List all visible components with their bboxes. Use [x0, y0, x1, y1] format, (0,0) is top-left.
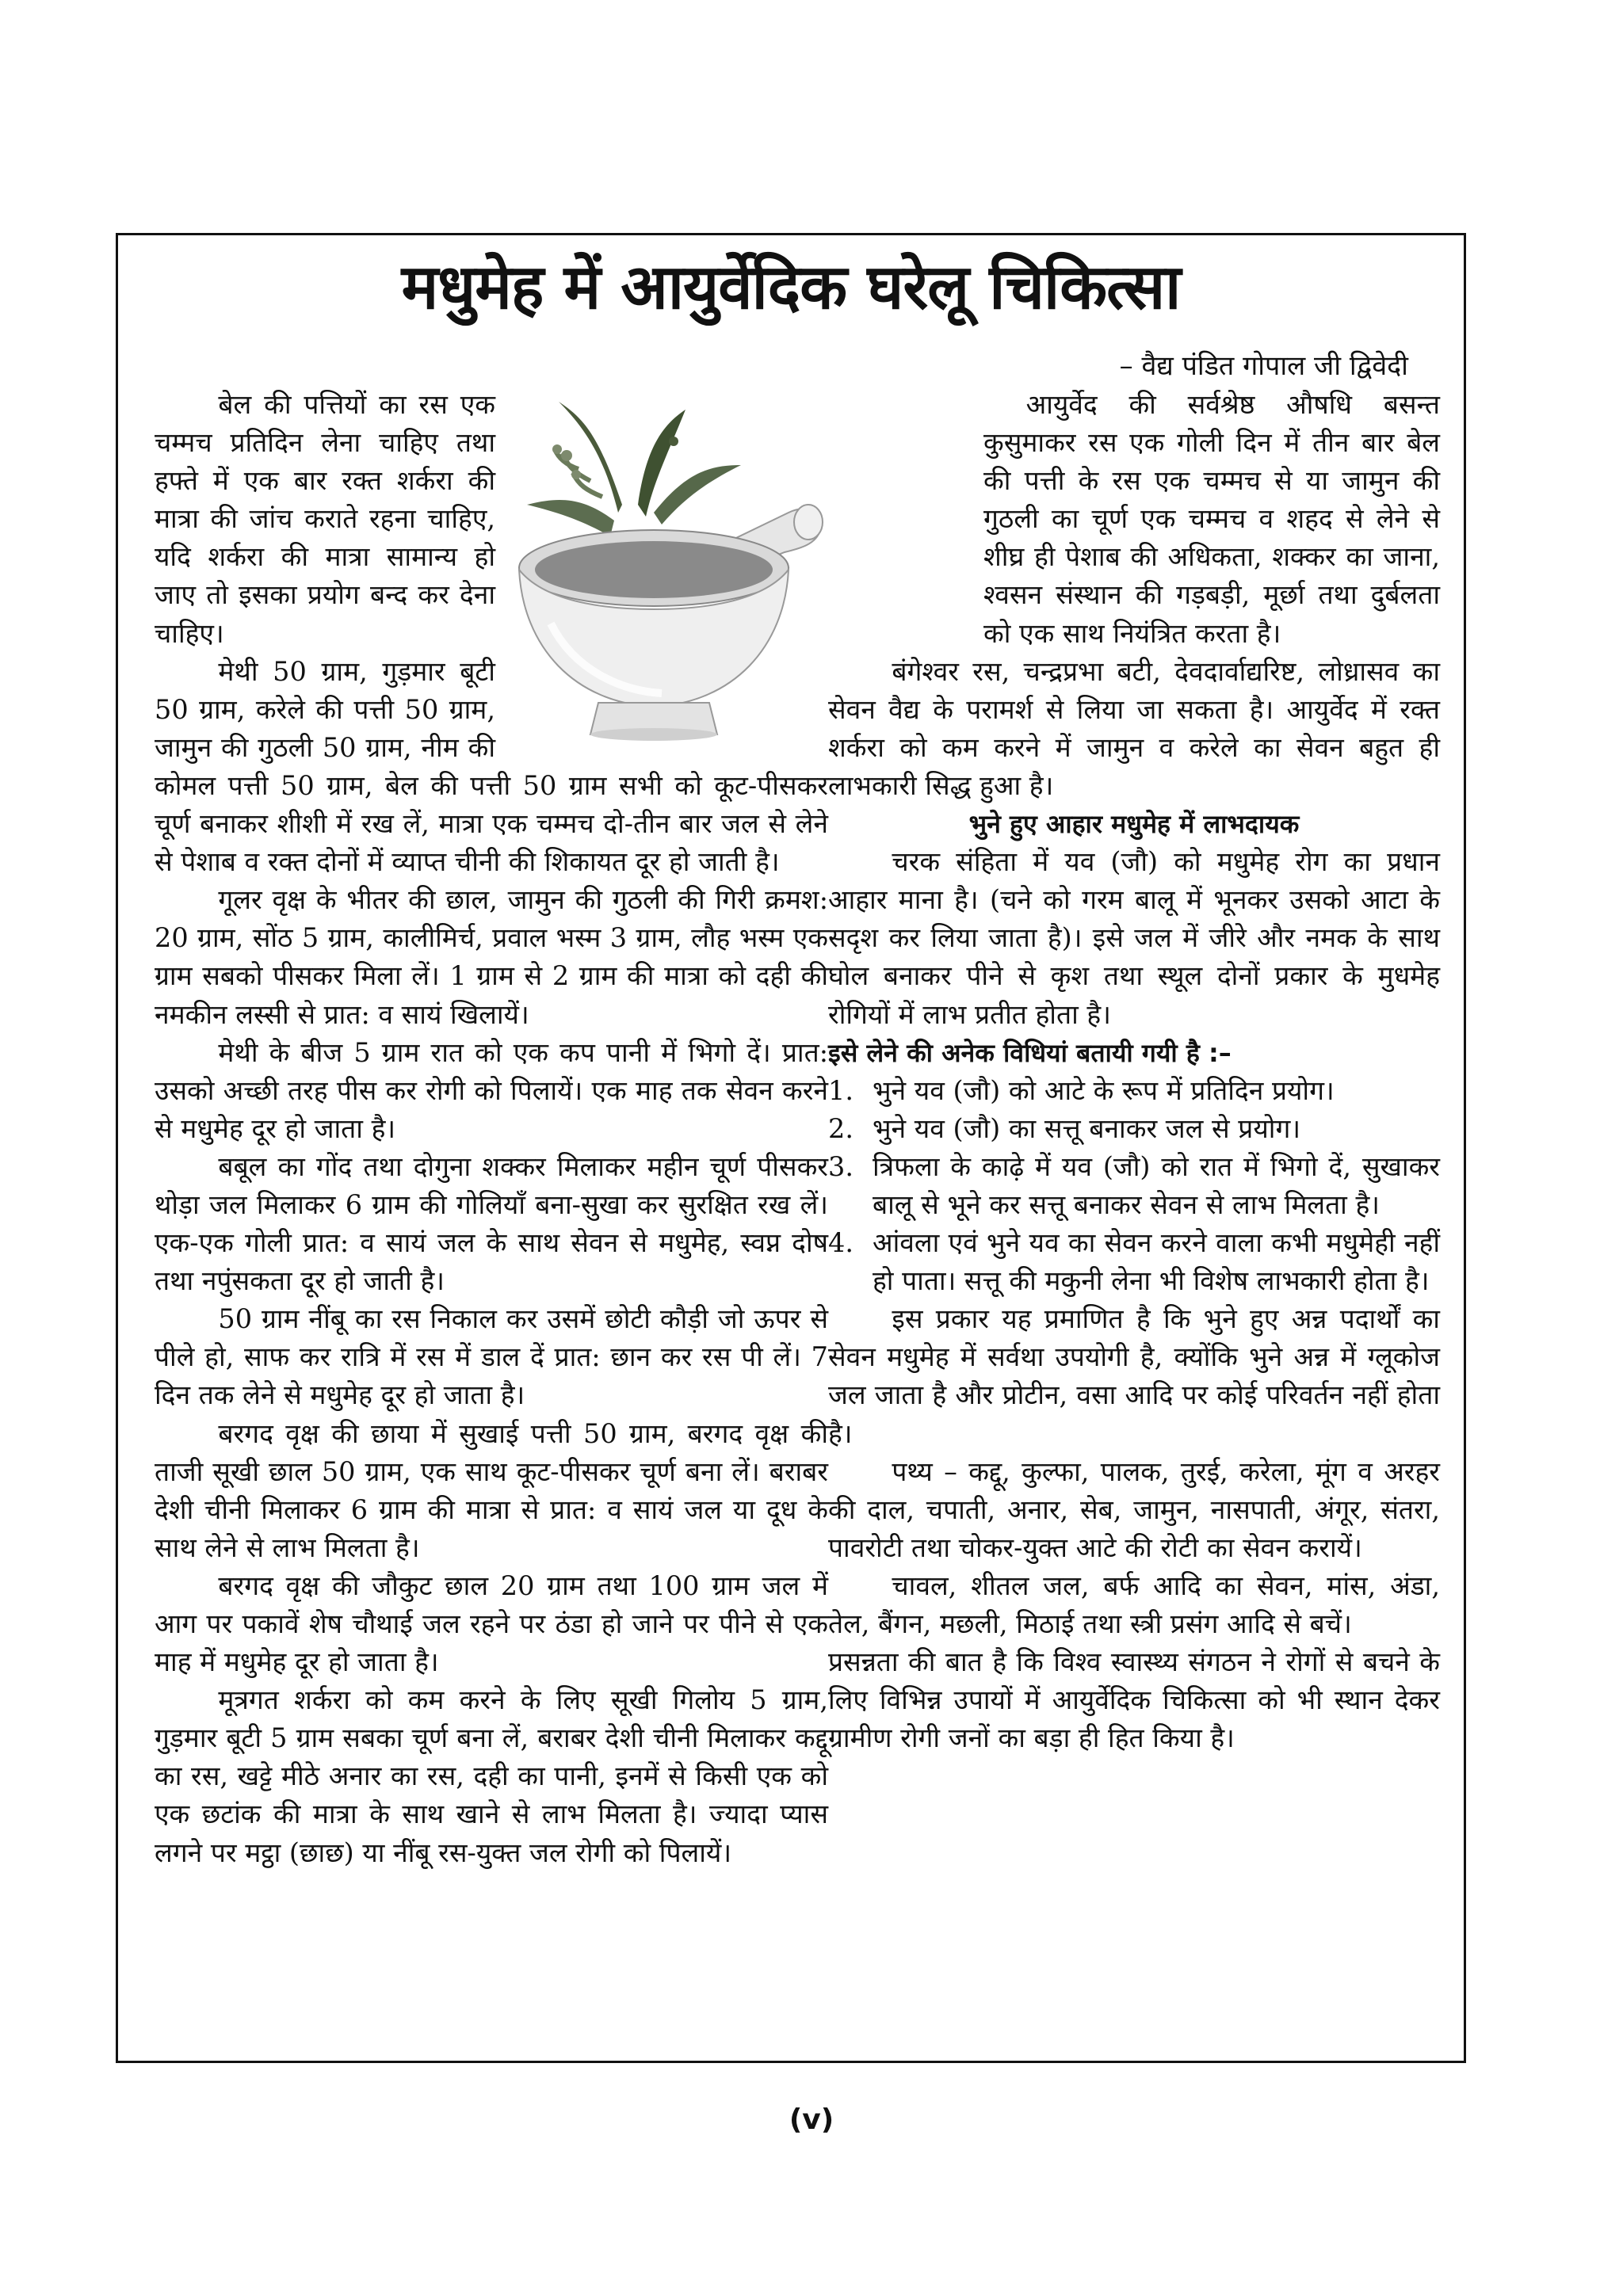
- left-paragraph: गूलर वृक्ष के भीतर की छाल, जामुन की गुठली की गिरी क्रमश: 20 ग्राम, सोंठ 5 ग्राम, कालीमिर्च, प्रवाल भस्म 3 ग्राम, लौह भस्म एक ग्राम सबको पीसकर मिला लें। 1 ग्राम से 2 ग्राम की मात्रा को दही की नमकीन लस्सी से प्रात: व सायं खिलायें।: [155, 884, 828, 1030]
- mortar-pestle-herbs-icon: [503, 386, 836, 742]
- section-heading-roasted-food: भुने हुए आहार मधुमेह में लाभदायक: [968, 809, 1300, 840]
- article-frame: [116, 233, 1466, 2063]
- methods-list: [828, 1072, 1440, 1301]
- right-column: [828, 386, 1440, 1757]
- left-paragraph: बबूल का गोंद तथा दोगुना शक्कर मिलाकर महीन चूर्ण पीसकर थोड़ा जल मिलाकर 6 ग्राम की गोलियाँ बना-सुखा कर सुरक्षित रख लें। एक-एक गोली प्रात: व सायं जल के साथ सेवन से मधुमेह, स्वप्न दोष तथा नपुंसकता दूर हो जाती है।: [155, 1150, 828, 1297]
- left-paragraph: बरगद वृक्ष की छाया में सुखाई पत्ती 50 ग्राम, बरगद वृक्ष की ताजी सूखी छाल 50 ग्राम, एक साथ कूट-पीसकर चूर्ण बना लें। बराबर देशी चीनी मिलाकर 6 ग्राम की मात्रा से प्रात: व सायं जल या दूध के साथ लेने से लाभ मिलता है।: [155, 1417, 828, 1563]
- list-item: [828, 1110, 1440, 1148]
- right-paragraph: पथ्य – कद्दू, कुल्फा, पालक, तुरई, करेला, मूंग व अरहर की दाल, चपाती, अनार, सेब, जामुन, नासपाती, अंगूर, संतरा, पावरोटी तथा चोकर-युक्त आटे की रोटी का सेवन करायें।: [828, 1455, 1440, 1563]
- left-paragraph: मूत्रगत शर्करा को कम करने के लिए सूखी गिलोय 5 ग्राम, गुड़मार बूटी 5 ग्राम सबका चूर्ण बना लें, बराबर देशी चीनी मिलाकर कद्दू का रस, खट्टे मीठे अनार का रस, दही का पानी, इनमें से किसी एक को एक छटांक की मात्रा के साथ खाने से लाभ मिलता है। ज्यादा प्यास लगने पर मट्ठा (छाछ) या नींबू रस-युक्त जल रोगी को पिलायें।: [155, 1684, 828, 1868]
- list-text: भुने यव (जौ) को आटे के रूप में प्रतिदिन प्रयोग।: [873, 1074, 1335, 1106]
- list-number: 2.: [828, 1112, 854, 1144]
- list-number: 4.: [828, 1227, 854, 1259]
- list-text: त्रिफला के काढ़े में यव (जौ) को रात में भिगो दें, सुखाकर बालू से भूने कर सत्तू बनाकर सेवन से लाभ मिलता है।: [873, 1150, 1440, 1220]
- list-number: 1.: [828, 1074, 854, 1106]
- list-item: [828, 1224, 1440, 1300]
- right-paragraph: चावल, शीतल जल, बर्फ आदि का सेवन, मांस, अंडा, तेल, बैंगन, मछली, मिठाई तथा स्त्री प्रसंग आदि से बचें।: [828, 1569, 1440, 1639]
- right-intro-paragraph: आयुर्वेद की सर्वश्रेष्ठ औषधि बसन्त कुसुमाकर रस एक गोली दिन में तीन बार बेल की पत्ती के रस एक चम्मच से या जामुन की गुठली का चूर्ण एक चम्मच व शहद से लेने से शीघ्र ही पेशाब की अधिकता, शक्कर का जाना, श्वसन संस्थान की गड़बड़ी, मूर्छा तथा दुर्बलता को एक साथ नियंत्रित करता है।: [983, 389, 1440, 649]
- left-column: [155, 386, 828, 1872]
- page-number: (v): [789, 2103, 834, 2136]
- left-paragraph: बरगद वृक्ष की जौकुट छाल 20 ग्राम तथा 100 ग्राम जल में आग पर पकावें शेष चौथाई जल रहने पर ठंडा हो जाने पर पीने से एक माह में मधुमेह दूर हो जाता है।: [155, 1569, 828, 1678]
- left-paragraph: मेथी के बीज 5 ग्राम रात को एक कप पानी में भिगो दें। प्रात: उसको अच्छी तरह पीस कर रोगी को पिलायें। एक माह तक सेवन करने से मधुमेह दूर हो जाता है।: [155, 1036, 828, 1144]
- left-paragraph: 50 ग्राम नींबू का रस निकाल कर उसमें छोटी कौड़ी जो ऊपर से पीले हो, साफ कर रात्रि में रस में डाल दें प्रात: छान कर रस पी लें। 7 दिन तक लेने से मधुमेह दूर हो जाता है।: [155, 1303, 828, 1411]
- list-number: 3.: [828, 1150, 854, 1182]
- right-paragraph: इस प्रकार यह प्रमाणित है कि भुने हुए अन्न पदार्थों का सेवन मधुमेह में सर्वथा उपयोगी है, क्योंकि भुने अन्न में ग्लूकोज जल जाता है और प्रोटीन, वसा आदि पर कोई परिवर्तन नहीं होता है।: [828, 1303, 1440, 1449]
- section-heading-methods: इसे लेने की अनेक विधियां बतायी गयी है :–: [828, 1037, 1232, 1068]
- right-paragraph: प्रसन्नता की बात है कि विश्व स्वास्थ्य संगठन ने रोगों से बचने के लिए विभिन्न उपायों में आयुर्वेदिक चिकित्सा को भी स्थान देकर ग्रामीण रोगी जनों का बड़ा ही हित किया है।: [828, 1646, 1440, 1754]
- right-paragraph: चरक संहिता में यव (जौ) को मधुमेह रोग का प्रधान आहार माना है। (चने को गरम बालू में भूनकर उसको आटा के सदृश कर लिया जाता है)। इसे जल में जीरे और नमक के साथ घोल बनाकर पीने से कृश तथा स्थूल दोनों प्रकार के मुधमेह रोगियों में लाभ प्रतीत होता है।: [828, 846, 1440, 1030]
- list-text: भुने यव (जौ) का सत्तू बनाकर जल से प्रयोग।: [873, 1112, 1301, 1144]
- list-item: [828, 1072, 1440, 1110]
- article-title: मधुमेह में आयुर्वेदिक घरेलू चिकित्सा: [401, 252, 1181, 323]
- right-paragraph: बंगेश्वर रस, चन्द्रप्रभा बटी, देवदार्वाद्यरिष्ट, लोध्रासव का सेवन वैद्य के परामर्श से लिया जा सकता है। आयुर्वेद में रक्त शर्करा को कम करने में जामुन व करेले का सेवन बहुत ही लाभकारी सिद्ध हुआ है।: [828, 655, 1440, 801]
- left-paragraph: मेथी 50 ग्राम, गुड़मार बूटी 50 ग्राम, करेले की पत्ती 50 ग्राम, जामुन की गुठली 50 ग्राम, नीम की कोमल पत्ती 50 ग्राम, बेल की पत्ती 50 ग्राम सभी को कूट-पीसकर चूर्ण बनाकर शीशी में रख लें, मात्रा एक चम्मच दो-तीन बार जल से लेने से पेशाब व रक्त दोनों में व्याप्त चीनी की शिकायत दूर हो जाती है।: [155, 655, 828, 878]
- author-byline: – वैद्य पंडित गोपाल जी द्विवेदी: [1119, 350, 1408, 382]
- left-paragraph: बेल की पत्तियों का रस एक चम्मच प्रतिदिन लेना चाहिए तथा हफ्ते में एक बार रक्त शर्करा की मात्रा की जांच कराते रहना चाहिए, यदि शर्करा की मात्रा सामान्य हो जाए तो इसका प्रयोग बन्द कर देना चाहिए।: [155, 389, 495, 649]
- list-text: आंवला एवं भुने यव का सेवन करने वाला कभी मधुमेही नहीं हो पाता। सत्तू की मकुनी लेना भी विशेष लाभकारी होता है।: [873, 1227, 1440, 1297]
- list-item: [828, 1148, 1440, 1224]
